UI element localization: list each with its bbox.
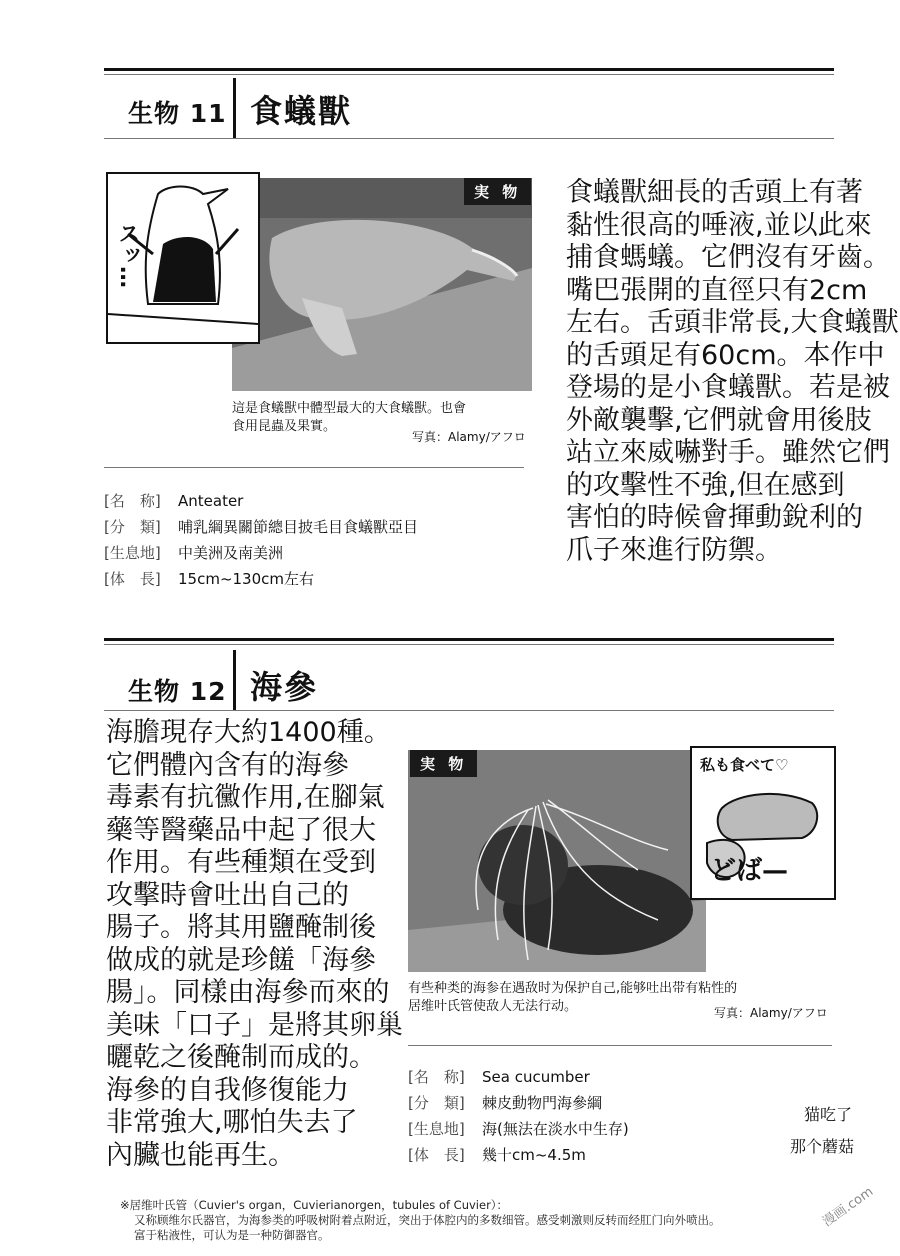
body-line: 藥等醫藥品中起了很大 [106,814,376,846]
section1-title-divider [233,78,236,138]
section2-title-divider [233,650,236,710]
section2-body [106,717,403,1172]
body-line: 捕食螞蟻。它們沒有牙齒。 [566,242,890,273]
info-label: [体 長] [104,570,161,588]
footnote-line: ※居维叶氏管（Cuvier's organ，Cuvierianorgen，tubules of Cuvier）： [120,1198,509,1212]
info-value: 海(無法在淡水中生存) [482,1120,629,1138]
info-value: 哺乳綱異關節總目披毛目食蟻獸亞目 [178,518,419,536]
anteater-photo-illustration [232,178,532,391]
section2-info-rule [408,1045,832,1046]
section1-info-table [104,490,534,590]
section1-title-underline [104,138,834,139]
info-value: Sea cucumber [482,1068,590,1086]
section2-title: 海參 [250,668,319,706]
caption-line: 食用昆蟲及果實。 [232,419,337,434]
section2-info-table [408,1066,828,1166]
section2-photo-badge: 実 物 [410,750,477,777]
body-line: 做成的就是珍饈「海參 [106,944,376,976]
watermark-line2: 那个蘑菇 [790,1137,855,1156]
body-line: 嘴巴張開的直徑只有2cm [566,274,868,306]
body-line: 內臟也能再生。 [106,1139,295,1171]
body-line: 曬乾之後醃制而成的。 [106,1042,376,1073]
info-value: Anteater [178,492,244,510]
section2-top-rule [104,638,834,641]
watermark-line1: 猫吃了 [804,1105,853,1124]
info-label: [分 類] [104,518,161,536]
section1-title: 食蟻獸 [250,92,353,130]
body-line: 毒素有抗黴作用,在腳氣 [106,782,385,813]
info-value: 中美洲及南美洲 [178,544,284,562]
body-line: 左右。舌頭非常長,大食蟻獸 [566,307,899,338]
anteater-photo [232,178,532,391]
body-line: 腸子。將其用鹽醃制後 [106,912,376,943]
body-line: 海膽現存大約1400種。 [106,717,391,748]
body-line: 的舌頭足有60cm。本作中 [566,339,885,371]
section1-photo-badge: 実 物 [464,178,531,205]
section1-number: 生物 11 [128,99,227,128]
caption-line: 居维叶氏管使敌人无法行动。 [408,999,578,1014]
body-line: 爪子來進行防禦。 [566,534,782,566]
body-line: 它們體內含有的海參 [106,749,349,781]
sea-cucumber-manga-text: 私も食べて♡ [700,756,789,774]
body-line: 非常強大,哪怕失去了 [106,1107,358,1138]
section2-number: 生物 12 [128,677,227,706]
footnote [120,1198,721,1243]
watermark-site: 漫画.com [820,1184,877,1230]
info-label: [名 称] [408,1068,465,1086]
section1-info-rule [104,467,524,468]
body-line: 美味「口子」是將其卵巢 [106,1009,403,1041]
body-line: 作用。有些種類在受到 [106,847,376,878]
section2-top-thin-rule [104,644,834,645]
body-line: 站立來威嚇對手。雖然它們 [566,437,890,468]
body-line: 外敵襲擊,它們就會用後肢 [566,404,872,436]
info-label: [名 称] [104,492,161,510]
info-label: [生息地] [104,544,161,562]
info-value: 棘皮動物門海參綱 [482,1094,603,1112]
body-line: 黏性很高的唾液,並以此來 [566,209,872,241]
section2-caption [408,980,737,1016]
body-line: 害怕的時候會揮動銳利的 [566,502,863,533]
sea-cucumber-photo-illustration [408,750,706,972]
body-line: 登場的是小食蟻獸。若是被 [566,372,890,403]
body-line: 腸」。同樣由海參而來的 [106,977,390,1008]
caption-line: 這是食蟻獸中體型最大的大食蟻獸。也會 [232,401,467,416]
info-label: [分 類] [408,1094,465,1112]
section1-photo-credit: 写真：Alamy/アフロ [412,430,526,444]
info-value: 15cm~130cm左右 [178,570,315,588]
section1-top-thin-rule [104,74,834,75]
body-line: 海參的自我修復能力 [106,1074,349,1106]
footnote-line: 富于粘液性，可认为是一种防御器官。 [134,1228,330,1242]
sea-cucumber-manga-sfx: どば— [710,856,789,886]
body-line: 的攻擊性不強,但在感到 [566,469,845,501]
info-value: 幾十cm~4.5m [482,1146,586,1164]
section1-top-rule [104,68,834,71]
body-line: 攻擊時會吐出自己的 [106,879,349,911]
info-label: [生息地] [408,1120,465,1138]
section2-title-underline [104,710,834,711]
anteater-manga-sfx: スッ… [115,222,140,288]
info-label: [体 長] [408,1146,465,1164]
sea-cucumber-photo [408,750,706,972]
section1-body [566,177,899,567]
body-line: 食蟻獸細長的舌頭上有著 [566,177,863,208]
footnote-line: 又称顾维尔氏器官，为海参类的呼吸树附着点附近，突出于体腔内的多数细管。感受刺激则反转而经肛门向外喷出。 [134,1213,721,1227]
caption-line: 有些种类的海参在遇敌时为保护自己,能够吐出带有粘性的 [408,981,738,996]
section2-photo-credit: 写真：Alamy/アフロ [714,1006,828,1020]
